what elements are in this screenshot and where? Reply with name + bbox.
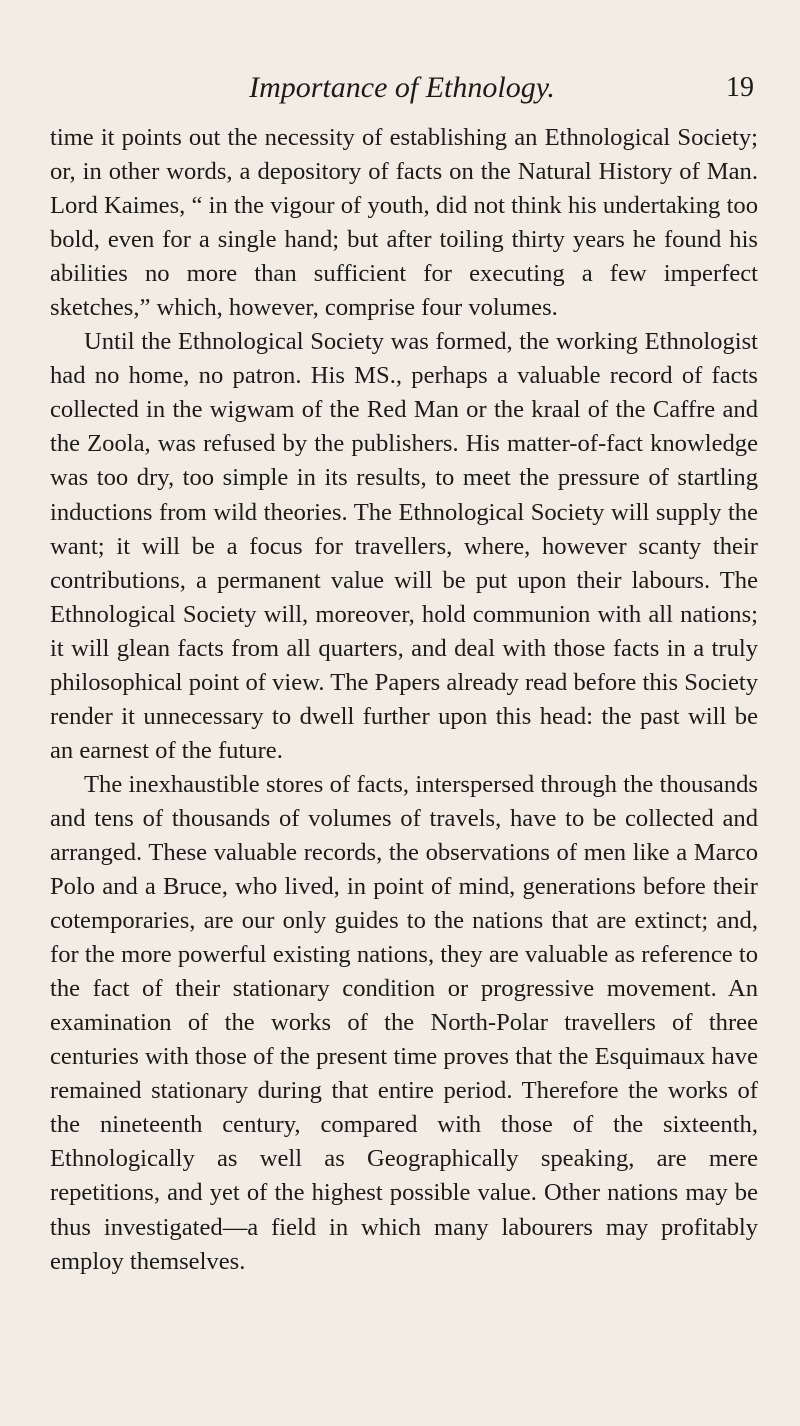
page-number: 19 — [726, 72, 754, 103]
paragraph-ethnological-society: Until the Ethnological Society was formed, the working Ethnologist had no home, no patron. His MS., perhaps a valuable record of facts collected in the wigwam of the Red Man or the kraal of the Caffre and the Zoola, was refused by the publishers. His matter-of-fact knowledge was too dry, too simple in its results, to meet the pressure of startling inductions from wild theories. The Ethnological Society will supply the want; it will be a focus for travellers, where, however scanty their contributions, a permanent value will be put upon their labours. The Ethnological Society will, moreover, hold communion with all nations; it will glean facts from all quarters, and deal with those facts in a truly philosophical point of view. The Papers already read before this Society render it unnecessary to dwell further upon this head: the past will be an earnest of the future. — [50, 328, 758, 764]
paragraph-stores-of-facts: The inexhaustible stores of facts, interspersed through the thousands and tens of thousands of volumes of travels, have to be collected and arranged. These valuable records, the observations of men like a Marco Polo and a Bruce, who lived, in point of mind, generations before their cotemporaries, are our only guides to the nations that are extinct; and, for the more powerful existing nations, they are valuable as reference to the fact of their stationary condition or progressive movement. An examination of the works of the North-Polar travellers of three centuries with those of the present time proves that the Esquimaux have remained stationary during that entire period. Therefore the works of the nineteenth century, compared with those of the sixteenth, Ethnologically as well as Geographically speaking, are mere repetitions, and yet of the highest possible value. Other nations may be thus investigated—a field in which many labourers may profitably employ themselves. — [50, 770, 758, 1275]
paragraph-continued: time it points out the necessity of establishing an Ethnological Society; or, in other words, a depository of facts on the Natural History of Man. Lord Kaimes, “ in the vigour of youth, did not think his undertaking too bold, even for a single hand; but after toiling thirty years he found his abilities no more than sufficient for executing a few imperfect sketches,” which, however, comprise four volumes. — [50, 124, 758, 322]
running-title: Importance of Ethnology. — [249, 71, 555, 104]
body-text — [50, 121, 758, 1279]
running-head — [50, 70, 754, 106]
